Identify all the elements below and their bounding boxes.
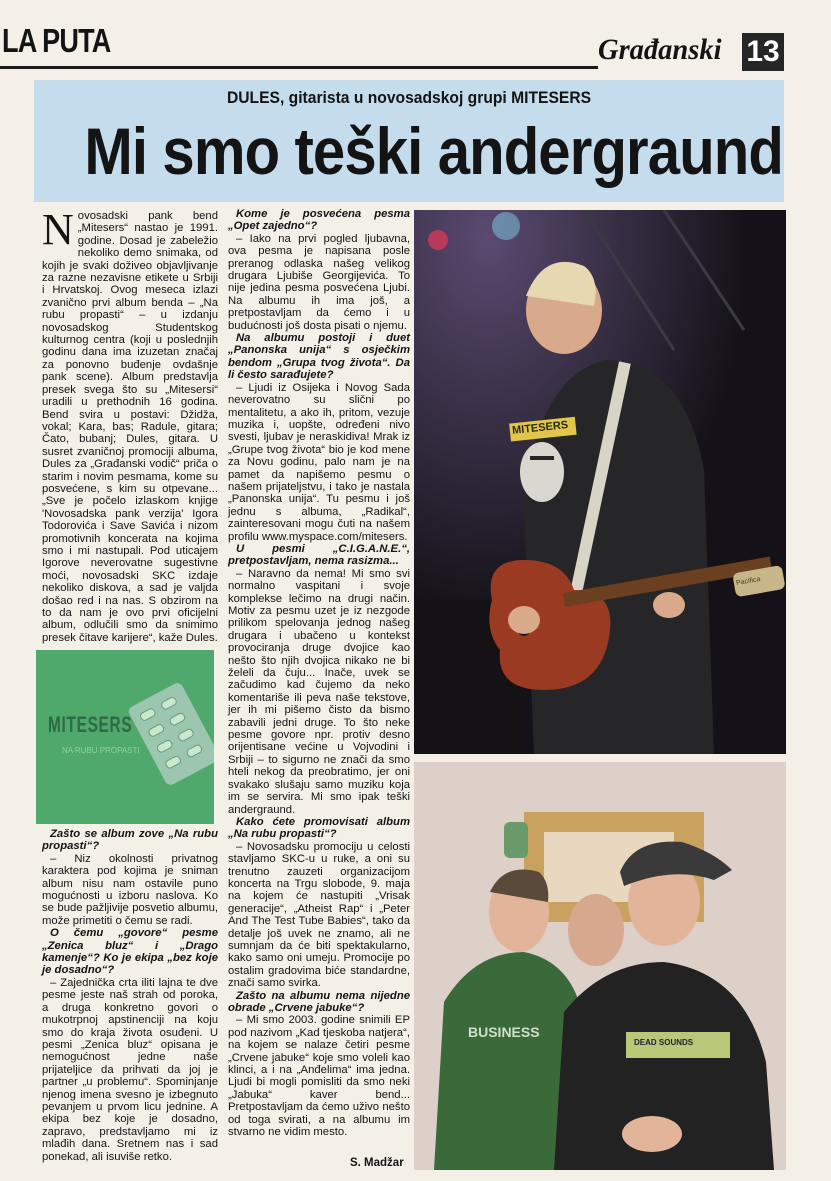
answer: – Naravno da nema! Mi smo svi normalno vaspitani i svoje komplekse lečimo na drugi način. Motiv za pesmu uzet je iz nezgode prilikom spelovanja jednog našeg drugara i ubačeno u kontekst provociranja druge dvojice kao nešto što njih dvojica nikako ne bi želeli da čuju... Inače, uvek se začudimo kad čujemo da neko komentariše ili peva naše tekstove, jer ih mi pišemo čisto da bismo zabavili jedni druge. To što neke pesme govore npr. protiv desno orijentisane većine u Vojvodini i Srbiji – to sigurno ne znači da smo hteli nekog da preobratimo, jer oni svakako slušaju samo muziku koja im se servira. Mi smo ipak teški andergraund. — [228, 567, 410, 816]
answer: – Zajednička crta iliti lajna te dve pesme jeste naš strah od poroka, a druga konkretno govori o mukotrpnoj apstinenciji na koju smo do kraja života osuđeni. U pesmi „Zenica bluz“ opisana je nemogućnost jedne naše prijateljice da prihvati da joj je partner „u problemu“. Spominjanje njenog imena svesno je izbegnuto pevanjem u prvom licu jednine. A ekipa bez koje je dosadno, zapravo, predstavljamo mi iz mlađih dana. Sretnem nas i sad ponekad, ali isuviše retko. — [42, 976, 218, 1163]
article-column-2 — [228, 208, 410, 1138]
guitarist-illustration — [414, 210, 786, 754]
shirt-text-left: BUSINESS — [468, 1024, 540, 1040]
answer: – Niz okolnosti privatnog karaktera pod kojima je sniman album nisu nam ostavile puno mogućnosti u izboru naslova. Ko se bude pažljivije posvetio albumu, može primetiti o čemu se radi. — [42, 852, 218, 927]
header-rule — [0, 66, 598, 69]
question: Zašto se album zove „Na rubu propasti“? — [42, 828, 218, 853]
album-cover-image — [36, 650, 214, 824]
question: Zašto na albumu nema nijedne obrade „Crvene jabuke“? — [228, 989, 410, 1014]
section-title: LA PUTA — [2, 22, 111, 59]
pill-pack — [127, 681, 214, 787]
guitar-brand: Pacifica — [735, 575, 761, 588]
kicker: DULES, gitarista u novosadskoj grupi MITESERS — [226, 88, 592, 107]
answer: – Mi smo 2003. godine snimili EP pod nazivom „Kad tjeskoba natjera“, na kojem se nalaze četiri pesme „Crvene jabuke“ koje smo voleli kao klinci, a i na „Anđelima“ ima jedna. Ljudi bi mogli pomisliti da smo neki „Jabuka“ kaver bend... Pretpostavljam da ćemo uživo nešto od toga svirati, a na albumu im stvarno ne vidim mesto. — [228, 1014, 410, 1139]
author-signature: S. Madžar — [350, 1157, 404, 1169]
question: Kako ćete promovisati album „Na rubu propasti“? — [228, 815, 410, 841]
band-photo — [414, 762, 786, 1170]
article-column-1-continued — [42, 828, 218, 1163]
shirt-text-right: DEAD SOUNDS — [634, 1038, 694, 1047]
band-illustration — [414, 762, 786, 1170]
album-subtitle: NA RUBU PROPASTI — [62, 746, 140, 755]
question: Na albumu postoji i duet „Panonska unija“ s osječkim bendom „Grupa tvog života“. Da li često sarađujete? — [228, 332, 410, 382]
question: Kome je posvećena pesma „Opet zajedno“? — [228, 208, 410, 233]
page-number: 13 — [742, 33, 784, 71]
question: O čemu „govore“ pesme „Zenica bluz“ i „Drago kamenje“? Ko je ekipa „bez koje je dosadno“? — [42, 927, 218, 977]
album-logo: MITESERS — [48, 712, 133, 737]
shirt-text: MITESERS — [511, 419, 569, 437]
lead-paragraph: ovosadski pank bend „Mitesers“ nastao je 1991. godine. Dosad je zabeležio nekoliko demo snimaka, od kojih je svaki doživeo objavljivanje za razne nezavisne etikete u Srbiji i Hrvatskoj. Ovog meseca izlazi zvanično prvi album benda – „Na rubu propasti“ – u izdanju novosadskog Studentskog kulturnog centra (koji u poslednjih godinu dana ima izuzetan značaj za ponovno buđenje ovdašnje pank scene). Album predstavlja presek svega što su „Mitesersi“ uradili u prethodnih 16 godina. Bend svira u postavi: Džidža, vokal; Kara, bas; Radule, gitara; Čato, bubanj; Dules, gitara. U susret zvaničnoj promociji albuma, Dules za „Građanski vodič“ priča o starim i novim pesmama, kome su posvećene, s kim su otpevane... „Sve je počelo izlaskom knjige 'Novosadska pank verzija' Igora Todorovića i Save Savića i nizom promotivnih koncerata na kojima smo i mi nastupali. Pod uticajem Igorove neverovatne sugestivne moći, novosadski SKC izdaje nekoliko diskova, a sad je valjda došao red i na nas. S obzirom na to da nam je ovo prvi oficijelni album, odlučili smo da snimimo presek čitave karijere“, kaže Dules. — [42, 210, 218, 644]
article-column-1 — [42, 205, 218, 644]
answer: – Iako na prvi pogled ljubavna, ova pesma je napisana posle preranog odlaska našeg velikog drugara Ljubiše Georgijevića. To nije jedina pesma posvećena Ljubi. Na albumu ih ima još, a pretpostavljam da ćemo i u budućnosti još dosta pisati o njemu. — [228, 232, 410, 332]
dropcap: N — [42, 205, 74, 254]
masthead-logo: Građanski — [598, 33, 722, 66]
answer: – Ljudi iz Osijeka i Novog Sada neverovatno su slični po mentalitetu, a ako ih, pritom, vezuje muzika i, uopšte, određeni nivo svesti, ljubav je neraskidiva! Mrak iz „Grupe tvog života“ bio je kod mene za Novu godinu, palo nam je na pamet da napišemo pesmu o našem prijateljstvu, i tako je nastala „Panonska unija“. Tu pesmu i još jednu s albuma, „Radikal“, zainteresovani mogu čuti na našem profilu www.myspace.com/mitesers. — [228, 381, 410, 543]
concert-photo — [414, 210, 786, 754]
question: U pesmi „C.I.G.A.N.E.“, pretpostavljam, nema rasizma... — [228, 542, 410, 568]
headline: Mi smo teški andergraund — [84, 114, 783, 188]
answer: – Novosadsku promociju u celosti stavljamo SKC-u u ruke, a oni su trenutno zauzeti organizacijom koncerta na Trgu slobode, 9. maja na kojem će nastupiti „Vrisak generacije“, „Atheist Rap“ i „Peter And The Test Tube Babies“, tako da detalje još uvek ne znamo, ali ne sumnjam da će biti spektakularno, kako samo oni umeju. Promocije po ostalim gradovima biće standardne, znači samo svirka. — [228, 840, 410, 990]
